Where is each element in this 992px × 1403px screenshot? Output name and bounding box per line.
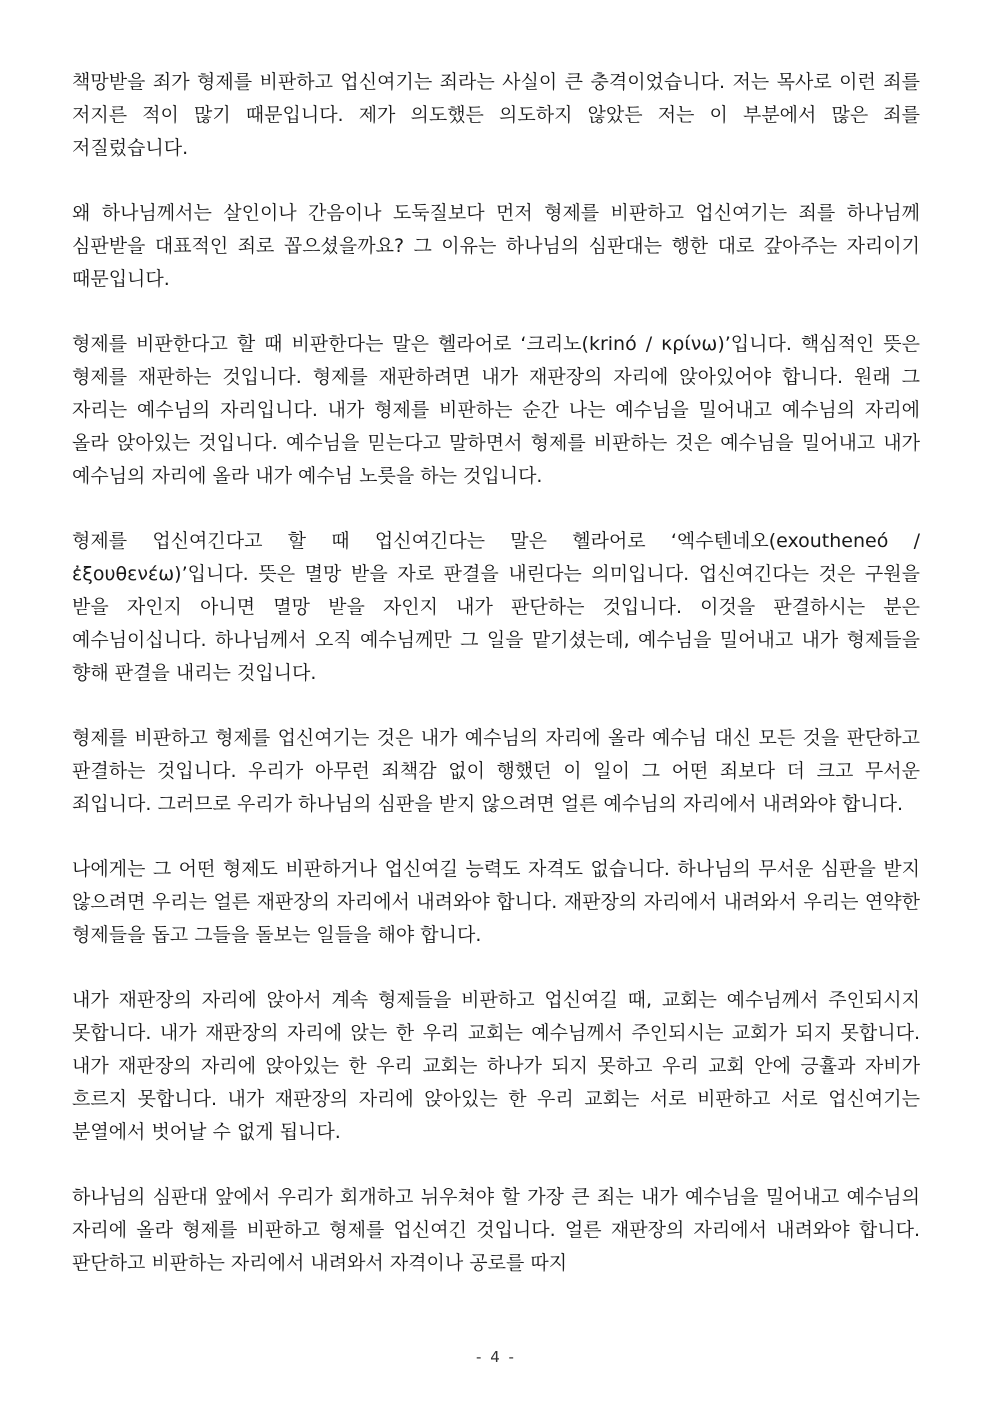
paragraph-7: 내가 재판장의 자리에 앉아서 계속 형제들을 비판하고 업신여길 때, 교회는 예수님께서 주인되시지 못합니다. 내가 재판장의 자리에 앉는 한 우리 교회는 예수님께서 주인되시는 교회가 되지 못합니다. 내가 재판장의 자리에 앉아있는 한 우리 교회는 하나가 되지 못하고 우리 교회 안에 긍휼과 자비가 흐르지 못합니다. 내가 재판장의 자리에 앉아있는 한 우리 교회는 서로 비판하고 서로 업신여기는 분열에서 벗어날 수 없게 됩니다. [72, 989, 920, 1143]
body-text [72, 66, 920, 1312]
paragraph-1: 책망받을 죄가 형제를 비판하고 업신여기는 죄라는 사실이 큰 충격이었습니다. 저는 목사로 이런 죄를 저지른 적이 많기 때문입니다. 제가 의도했든 의도하지 않았든 저는 이 부분에서 많은 죄를 저질렀습니다. [72, 71, 920, 159]
paragraph-2: 왜 하나님께서는 살인이나 간음이나 도둑질보다 먼저 형제를 비판하고 업신여기는 죄를 하나님께 심판받을 대표적인 죄로 꼽으셨을까요? 그 이유는 하나님의 심판대는 행한 대로 갚아주는 자리이기 때문입니다. [72, 202, 920, 290]
paragraph-4: 형제를 업신여긴다고 할 때 업신여긴다는 말은 헬라어로 ‘엑수텐네오(exoutheneó / ἐξουθενέω)’입니다. 뜻은 멸망 받을 자로 판결을 내린다는 의미입니다. 업신여긴다는 것은 구원을 받을 자인지 아니면 멸망 받을 자인지 내가 판단하는 것입니다. 이것을 판결하시는 분은 예수님이십니다. 하나님께서 오직 예수님께만 그 일을 맡기셨는데, 예수님을 밀어내고 내가 형제들을 향해 판결을 내리는 것입니다. [72, 530, 920, 684]
paragraph-5: 형제를 비판하고 형제를 업신여기는 것은 내가 예수님의 자리에 올라 예수님 대신 모든 것을 판단하고 판결하는 것입니다. 우리가 아무런 죄책감 없이 행했던 이 일이 그 어떤 죄보다 더 크고 무서운 죄입니다. 그러므로 우리가 하나님의 심판을 받지 않으려면 얼른 예수님의 자리에서 내려와야 합니다. [72, 727, 920, 815]
paragraph-6: 나에게는 그 어떤 형제도 비판하거나 업신여길 능력도 자격도 없습니다. 하나님의 무서운 심판을 받지 않으려면 우리는 얼른 재판장의 자리에서 내려와야 합니다. 재판장의 자리에서 내려와서 우리는 연약한 형제들을 돕고 그들을 돌보는 일들을 해야 합니다. [72, 858, 920, 946]
paragraph-3: 형제를 비판한다고 할 때 비판한다는 말은 헬라어로 ‘크리노(krinó / κρίνω)’입니다. 핵심적인 뜻은 형제를 재판하는 것입니다. 형제를 재판하려면 내가 재판장의 자리에 앉아있어야 합니다. 원래 그 자리는 예수님의 자리입니다. 내가 형제를 비판하는 순간 나는 예수님을 밀어내고 예수님의 자리에 올라 앉아있는 것입니다. 예수님을 믿는다고 말하면서 형제를 비판하는 것은 예수님을 밀어내고 내가 예수님의 자리에 올라 내가 예수님 노릇을 하는 것입니다. [72, 333, 920, 487]
page-number: - 4 - [476, 1348, 516, 1366]
paragraph-8: 하나님의 심판대 앞에서 우리가 회개하고 뉘우쳐야 할 가장 큰 죄는 내가 예수님을 밀어내고 예수님의 자리에 올라 형제를 비판하고 형제를 업신여긴 것입니다. 얼른 재판장의 자리에서 내려와야 합니다. 판단하고 비판하는 자리에서 내려와서 자격이나 공로를 따지 [72, 1186, 920, 1274]
